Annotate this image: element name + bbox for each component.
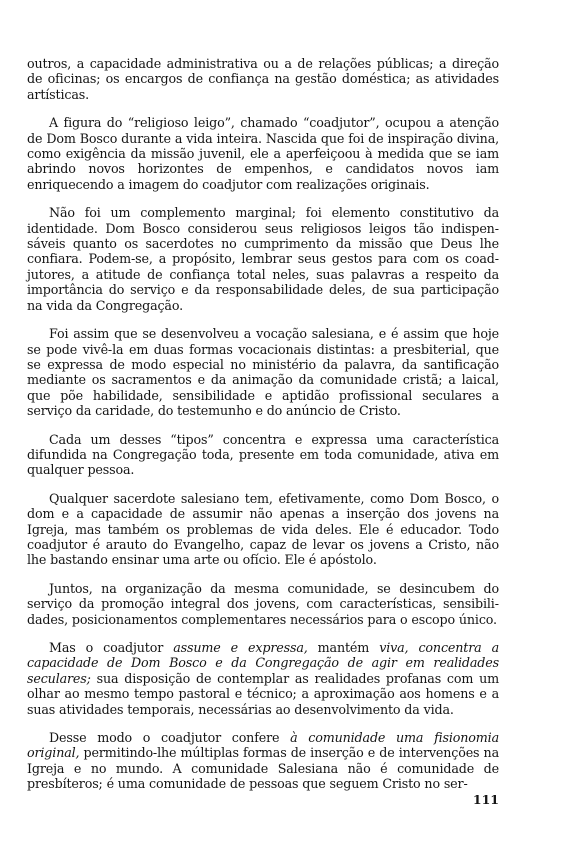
text-run: mantém [307, 640, 380, 655]
paragraph [27, 432, 499, 478]
paragraph [27, 56, 499, 102]
paragraph [27, 640, 499, 717]
text-run: sua disposição de contemplar as realidades profanas com um olhar ao mesmo tempo pastoral e técnico; a aproximação aos homens e a suas atividades temporais, necessárias ao desenvolvimento da vida. [27, 670, 499, 717]
paragraph [27, 326, 499, 418]
text-run: permitindo-lhe múltiplas formas de inserção e de intervenções na Igreja e no mundo. A comunidade Salesiana não é comunidade de presbíteros; é uma comunidade de pessoas que seguem Cristo no ser- [27, 745, 499, 792]
italic-text-run: assume e expressa, [173, 640, 308, 655]
text-run: A figura do “religioso leigo”, chamado “coadjutor”, ocupou a atenção de Dom Bosco durante a vida inteira. Nascida que foi de inspiração divina, como exigência da missão juvenil, ele a aperfeiçoou à medida que se iam abrindo novos horizontes de empenhos, e candidatos novos iam enriquecendo a imagem do coadjutor com realizações originais. [27, 115, 499, 192]
text-run: Foi assim que se desenvolveu a vocação salesiana, e é assim que hoje se pode vivê-la em duas formas vocacionais distintas: a presbiterial, que se expressa de modo especial no ministério da palavra, da santificação mediante os sacramentos e da animação da comunidade cristã; a laical, que põe habilidade, sensibilidade e aptidão profissional seculares a serviço da caridade, do testemunho e do anúncio de Cristo. [27, 326, 499, 419]
text-run: Qualquer sacerdote salesiano tem, efetivamente, como Dom Bosco, o dom e a capacidade de assumir não apenas a inserção dos jovens na Igreja, mas também os problemas de vida deles. Ele é educador. Todo coadjutor é arauto do Evangelho, capaz de levar os jovens a Cristo, não lhe bastando ensinar uma arte ou ofício. Ele é apóstolo. [27, 490, 499, 568]
paragraph [27, 730, 499, 792]
text-run: outros, a capacidade administrativa ou a de relações públicas; a direção de oficinas; os encargos de confiança na gestão doméstica; as atividades artísticas. [27, 56, 499, 102]
text-run: Juntos, na organização da mesma comunidade, se desincubem do serviço da promoção integral dos jovens, com características, sensibilidades, posicionamentos complementares necessários para o escopo único. [27, 580, 499, 627]
paragraph [27, 205, 499, 313]
italic-text-run: à comunidade uma fisionomia original, [27, 730, 499, 761]
paragraph [27, 581, 499, 627]
text-run: Não foi um complemento marginal; foi elemento constitutivo da identidade. Dom Bosco considerou seus religiosos leigos tão indispensáveis quanto os sacerdotes no cumprimento da missão que Deus lhe confiara. Podem-se, a propósito, lembrar seus gestos para com os coadjutores, a atitude de confiança total neles, suas palavras a respeito da importância do serviço e da responsabilidade deles, de sua participação na vida da Congregação. [27, 205, 499, 313]
paragraph [27, 491, 499, 568]
paragraph [27, 115, 499, 192]
text-run: Mas o coadjutor [49, 640, 174, 655]
italic-text-run: viva, concentra a capacidade de Dom Bosco e da Congregação de agir em realidades seculares; [27, 640, 499, 686]
page-body [27, 56, 499, 805]
page-number: 111 [472, 792, 499, 807]
text-run: Desse modo o coadjutor confere [49, 730, 291, 746]
text-run: Cada um desses “tipos” concentra e expressa uma característica difundida na Congregação toda, presente em toda comunidade, ativa em qualquer pessoa. [27, 431, 499, 478]
